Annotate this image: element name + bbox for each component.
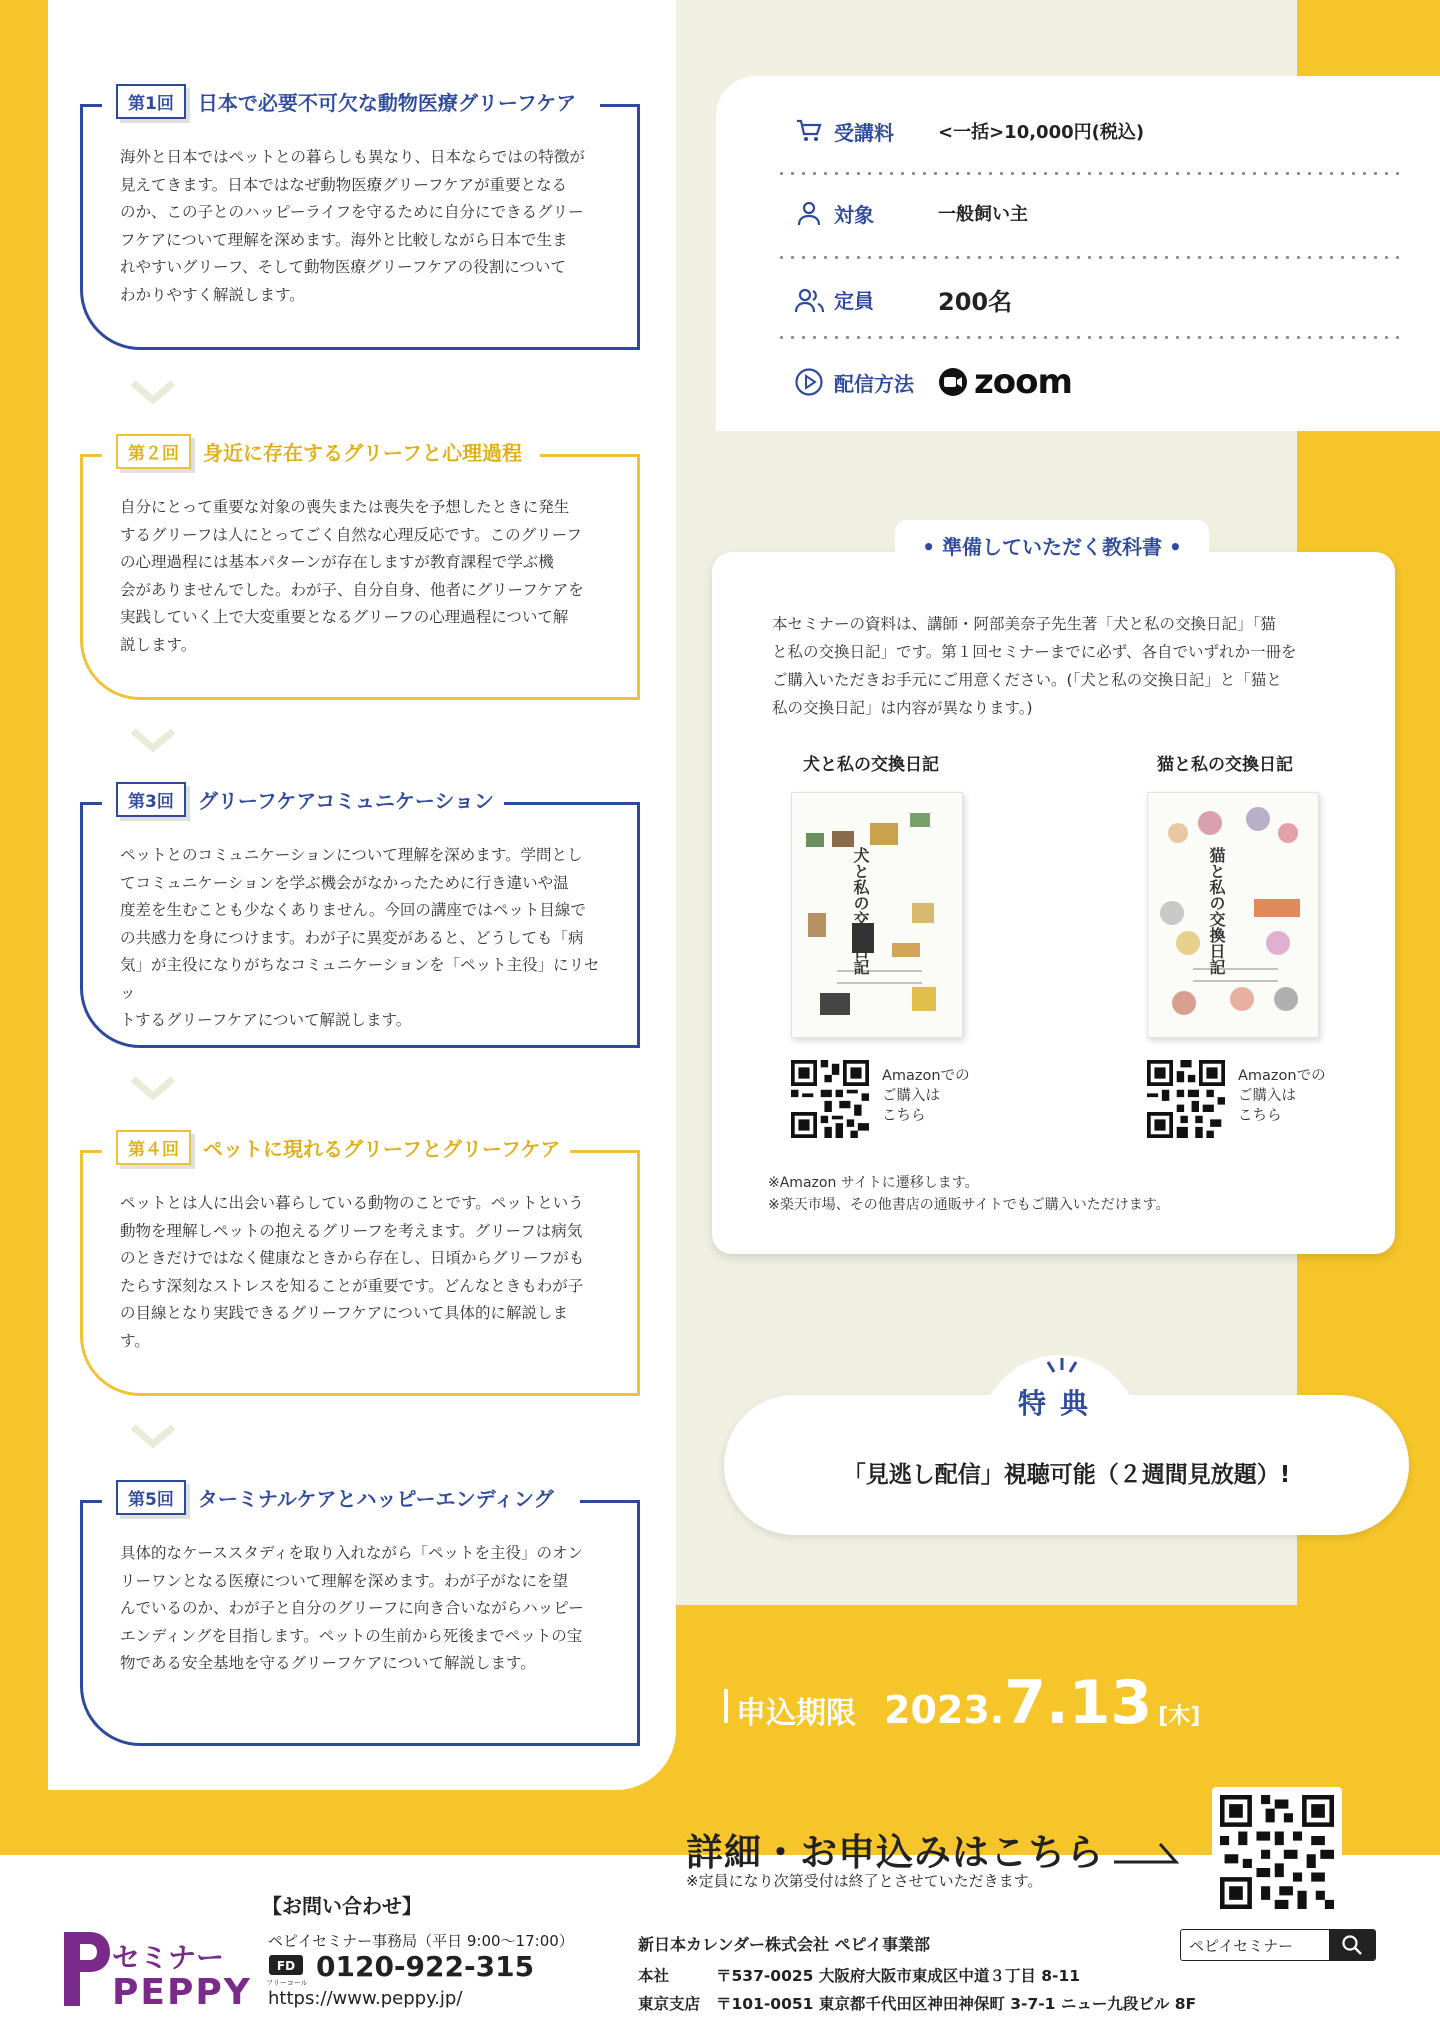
- amazon-line: こちら: [882, 1108, 926, 1124]
- intro-line: 本セミナーの資料は、講師・阿部美奈子先生著「犬と私の交換日記」「猫: [772, 615, 1276, 633]
- bonus-text: 「見逃し配信」視聴可能（２週間見放題）!: [842, 1462, 1291, 1488]
- capacity-row: [794, 282, 1012, 317]
- application-deadline: [724, 1668, 1200, 1738]
- logo-peppy-text: PEPPY: [112, 1972, 252, 2013]
- chevron-down-icon: [130, 728, 176, 752]
- session-title: 日本で必要不可欠な動物医療グリーフケア: [197, 91, 577, 115]
- body-line: 物である安全基地を守るグリーフケアについて解説します。: [120, 1654, 536, 1672]
- session-badge: 第5回: [116, 1480, 186, 1515]
- website-link[interactable]: https://www.peppy.jp/: [268, 1988, 463, 2009]
- svg-text:FD: FD: [276, 1958, 296, 1973]
- target-label: 対象: [834, 202, 874, 227]
- bonus-title: 特典: [1017, 1387, 1102, 1420]
- session-badge: 第４回: [116, 1130, 191, 1165]
- dog-cover-title: 犬と私の交換日記: [851, 847, 870, 975]
- body-line: れやすいグリーフ、そして動物医療グリーフケアの役割について: [120, 258, 566, 276]
- textbook-heading: • 準備していただく教科書 •: [895, 520, 1209, 570]
- body-line: 説します。: [120, 635, 197, 654]
- details-note: ※定員になり次第受付は終了とさせていただきます。: [686, 1872, 1043, 1890]
- session-body: [120, 1540, 600, 1678]
- frame-line: [80, 454, 102, 457]
- amazon-link-dog[interactable]: [882, 1066, 970, 1126]
- book-cover-dog: [791, 792, 963, 1038]
- body-line: わかりやすく解説します。: [120, 285, 305, 304]
- fee-value: <一括>10,000円(税込): [938, 122, 1145, 143]
- yellow-accent-left: [0, 0, 48, 1855]
- delivery-label: 配信方法: [834, 371, 914, 396]
- session-heading: [116, 782, 504, 817]
- arrow-right-icon: [1112, 1838, 1180, 1868]
- hq-address: [638, 1964, 1080, 1986]
- body-line: 自分にとって重要な対象の喪失または喪失を予想したときに発生: [120, 498, 570, 516]
- body-line: するグリーフは人にとってごく自然な心理反応です。このグリーフ: [120, 525, 582, 544]
- fee-label: 受講料: [834, 120, 894, 145]
- session-body: [120, 842, 600, 1035]
- tokyo-address: [638, 1992, 1196, 2014]
- textbook-intro: [772, 610, 1342, 722]
- deadline-bar: [724, 1689, 728, 1723]
- session-badge: 第1回: [116, 84, 186, 119]
- intro-line: ご購入いただきお手元にご用意ください。(「犬と私の交換日記」と「猫と: [772, 671, 1282, 689]
- person-icon: [794, 198, 824, 228]
- deadline-date: 7.13: [1004, 1668, 1153, 1738]
- session-badge: 第２回: [116, 434, 191, 469]
- amazon-qr-code-cat[interactable]: [1147, 1060, 1225, 1138]
- body-line: 見えてきます。日本ではなぜ動物医療グリーフケアが重要となる: [120, 175, 568, 194]
- body-line: てコミュニケーションを学ぶ機会がなかったために行き違いや温: [120, 873, 569, 892]
- frame-line: [80, 802, 102, 805]
- dotted-divider: [776, 336, 1406, 339]
- zoom-logo: [938, 362, 1072, 402]
- body-line: 海外と日本ではペットとの暮らしも異なり、日本ならではの特徴が: [120, 148, 585, 166]
- session-heading: [116, 84, 586, 119]
- dotted-divider: [776, 256, 1406, 259]
- contact-phone[interactable]: [268, 1950, 534, 1983]
- intro-line: と私の交換日記」です。第１回セミナーまでに必ず、各自でいずれか一冊を: [772, 643, 1297, 661]
- deadline-weekday: [木]: [1158, 1704, 1201, 1729]
- note-line: ※Amazon サイトに遷移します。: [768, 1175, 979, 1191]
- freecall-caption: フリーコール: [266, 1979, 308, 1987]
- capacity-label: 定員: [834, 289, 874, 313]
- search-text[interactable]: ペピイセミナー: [1189, 1937, 1294, 1955]
- amazon-line: ご購入は: [1238, 1088, 1296, 1104]
- amazon-line: Amazonでの: [1238, 1068, 1326, 1084]
- people-icon: [794, 285, 824, 315]
- chevron-down-icon: [130, 380, 176, 404]
- frame-line: [580, 1500, 640, 1503]
- chevron-down-icon: [130, 1076, 176, 1100]
- body-line: 気」が主役になりがちなコミュニケーションを「ペット主役」にリセッ: [120, 956, 600, 1002]
- frame-line: [568, 1150, 640, 1153]
- body-line: フケアについて理解を深めます。海外と比較しながら日本で生ま: [120, 230, 568, 249]
- amazon-qr-code-dog[interactable]: [791, 1060, 869, 1138]
- search-icon: [1341, 1934, 1363, 1956]
- body-line: たらす深刻なストレスを知ることが重要です。どんなときもわが子: [120, 1276, 584, 1295]
- cat-illustration: [1148, 793, 1320, 1039]
- session-heading: [116, 1480, 564, 1515]
- cat-cover-title: 猫と私の交換日記: [1207, 847, 1226, 975]
- body-line: トするグリーフケアについて解説します。: [120, 1011, 412, 1029]
- tokyo-value: 〒101-0051 東京都千代田区神田神保町 3-7-1 ニュー九段ビル 8F: [716, 1995, 1197, 2013]
- frame-line: [600, 104, 640, 107]
- textbook-notes: [768, 1172, 1170, 1216]
- session-title: ペットに現れるグリーフとグリーフケア: [203, 1137, 561, 1161]
- dog-illustration: [792, 793, 964, 1039]
- frame-line: [80, 1150, 102, 1153]
- amazon-line: こちら: [1238, 1108, 1282, 1124]
- body-line: エンディングを目指します。ペットの生前から死後までペットの宝: [120, 1626, 583, 1645]
- phone-number: 0120-922-315: [316, 1950, 535, 1983]
- sparkle-icon: [1040, 1356, 1084, 1378]
- yellow-accent-top: [1297, 0, 1440, 80]
- body-line: 動物を理解しペットの抱えるグリーフを考えます。グリーフは病気: [120, 1221, 583, 1240]
- body-line: の共感力を身につけます。わが子に異変があると、どうしても「病: [120, 928, 584, 947]
- target-row: [794, 198, 1028, 228]
- body-line: 具体的なケーススタディを取り入れながら「ペットを主役」のオン: [120, 1544, 583, 1562]
- frame-line: [500, 802, 640, 805]
- contact-heading: 【お問い合わせ】: [262, 1894, 422, 1918]
- amazon-link-cat[interactable]: [1238, 1066, 1326, 1126]
- hq-value: 〒537-0025 大阪府大阪市東成区中道３丁目 8-11: [716, 1967, 1081, 1985]
- tokyo-label: 東京支店: [638, 1995, 701, 2013]
- book-cover-cat: [1147, 792, 1319, 1038]
- deadline-label: 申込期限: [736, 1696, 856, 1731]
- session-badge: 第3回: [116, 782, 186, 817]
- amazon-line: Amazonでの: [882, 1068, 970, 1084]
- body-line: リーワンとなる医療について理解を深めます。わが子がなにを望: [120, 1571, 568, 1590]
- cart-icon: [794, 116, 824, 146]
- body-line: の心理過程には基本パターンが存在しますが教育課程で学ぶ機: [120, 553, 554, 571]
- hq-label: 本社: [638, 1967, 670, 1985]
- book-title-dog: 犬と私の交換日記: [803, 755, 939, 775]
- zoom-wordmark: zoom: [974, 362, 1072, 402]
- logo-seminar-text: セミナー: [112, 1941, 225, 1974]
- body-line: の目線となり実践できるグリーフケアについて具体的に解説しま: [120, 1304, 568, 1322]
- frame-line: [80, 104, 102, 107]
- session-body: [120, 144, 600, 309]
- body-line: す。: [120, 1331, 150, 1350]
- session-heading: [116, 434, 532, 469]
- dotted-divider: [776, 172, 1406, 175]
- capacity-value: 200名: [938, 288, 1013, 316]
- body-line: のときだけではなく健康なときから存在し、日頃からグリーフがも: [120, 1249, 585, 1267]
- body-line: ペットとのコミュニケーションについて理解を深めます。学問とし: [120, 846, 583, 864]
- target-value: 一般飼い主: [938, 204, 1028, 225]
- frame-line: [80, 1500, 102, 1503]
- session-body: [120, 1190, 600, 1355]
- body-line: のか、この子とのハッピーライフを守るために自分にできるグリー: [120, 203, 584, 221]
- body-line: 会がありませんでした。わが子、自分自身、他者にグリーフケアを: [120, 580, 584, 599]
- company-name: 新日本カレンダー株式会社 ペピイ事業部: [638, 1935, 931, 1954]
- session-title: 身近に存在するグリーフと心理過程: [203, 441, 522, 465]
- session-body: [120, 494, 600, 659]
- intro-line: 私の交換日記」は内容が異なります。): [772, 699, 1033, 717]
- details-link[interactable]: 詳細・お申込みはこちら: [686, 1831, 1104, 1874]
- fee-row: [794, 116, 1144, 146]
- book-title-cat: 猫と私の交換日記: [1157, 755, 1293, 775]
- contact-office: ペピイセミナー事務局（平日 9:00～17:00）: [268, 1932, 574, 1950]
- session-title: グリーフケアコミュニケーション: [197, 789, 495, 813]
- amazon-line: ご購入は: [882, 1088, 940, 1104]
- body-line: 実践していく上で大変重要となるグリーフの心理過程について解: [120, 608, 569, 626]
- chevron-down-icon: [130, 1424, 176, 1448]
- session-heading: [116, 1130, 570, 1165]
- note-line: ※楽天市場、その他書店の通販サイトでもご購入いただけます。: [768, 1197, 1170, 1213]
- body-line: ペットとは人に出会い暮らしている動物のことです。ペットという: [120, 1194, 584, 1212]
- zoom-icon: [938, 367, 968, 397]
- search-bar[interactable]: [1180, 1929, 1376, 1961]
- body-line: 度差を生むことも少なくありません。今回の講座ではペット目線で: [120, 901, 586, 919]
- deadline-year: 2023.: [884, 1688, 1005, 1732]
- delivery-row: [794, 362, 1072, 402]
- session-title: ターミナルケアとハッピーエンディング: [197, 1487, 554, 1511]
- frame-line: [540, 454, 640, 457]
- search-button[interactable]: [1329, 1930, 1375, 1960]
- play-circle-icon: [794, 367, 824, 397]
- qr-code-image: [1220, 1795, 1334, 1909]
- body-line: んでいるのか、わが子と自分のグリーフに向き合いながらハッピー: [120, 1599, 584, 1617]
- free-dial-icon: [268, 1953, 304, 1981]
- application-qr-code[interactable]: [1212, 1787, 1342, 1917]
